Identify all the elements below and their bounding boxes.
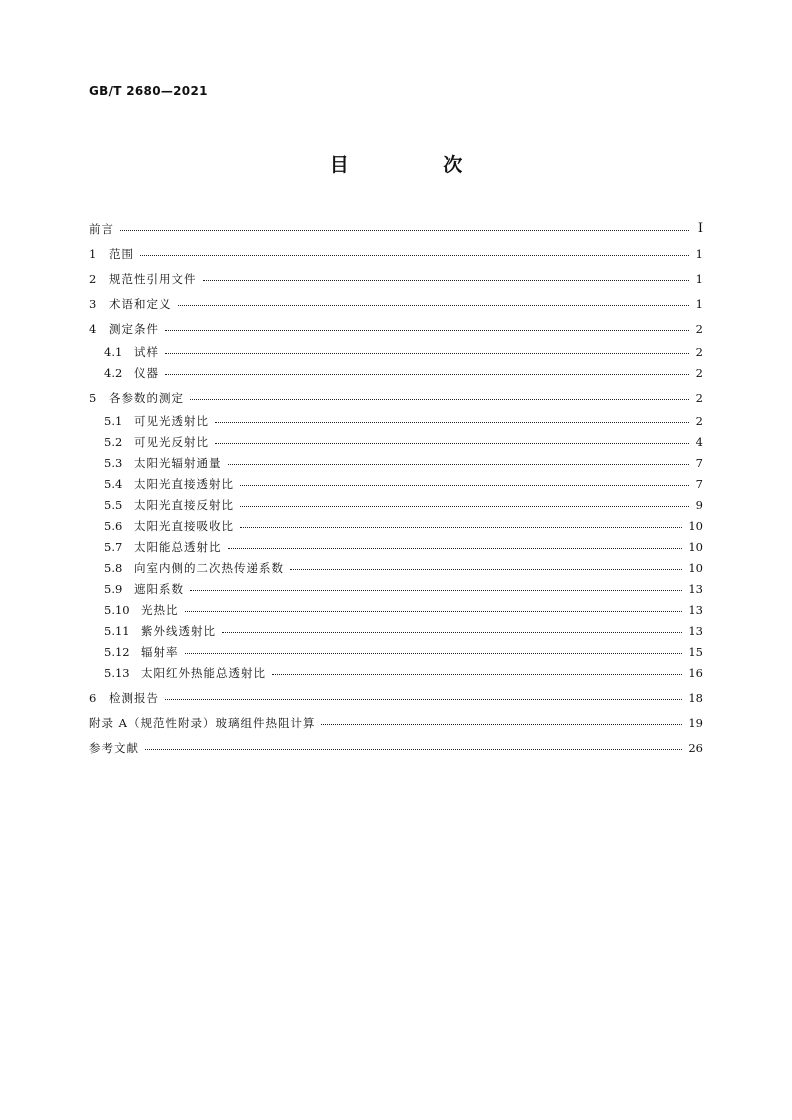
toc-page-number: 10 — [688, 518, 703, 533]
toc-leader-dots — [165, 329, 689, 331]
toc-leader-dots — [290, 568, 682, 570]
toc-entry-title: 规范性引用文件 — [109, 271, 197, 286]
toc-entry-number: 5.9 — [104, 581, 123, 596]
toc-entry-title: 紫外线透射比 — [141, 623, 216, 638]
toc-entry-5-5[interactable] — [89, 494, 703, 515]
toc-entry-5-8[interactable] — [89, 557, 703, 578]
toc-entry-title: 前言 — [89, 221, 114, 236]
toc-entry-title: 范围 — [109, 246, 134, 261]
toc-entry-number: 5 — [89, 390, 97, 405]
toc-entry-5-2[interactable] — [89, 431, 703, 452]
toc-leader-dots — [178, 304, 690, 306]
toc-entry-5-6[interactable] — [89, 515, 703, 536]
toc-entry-title: 附录 A（规范性附录）玻璃组件热阻计算 — [89, 715, 316, 730]
toc-entry-title: 光热比 — [141, 602, 179, 617]
toc-page-number: I — [697, 221, 703, 236]
toc-page-number: 4 — [695, 434, 703, 449]
toc-page-number: 1 — [695, 246, 703, 261]
toc-page-number: 2 — [695, 413, 703, 428]
toc-page-number: 2 — [695, 321, 703, 336]
toc-entry-number: 5.1 — [104, 413, 123, 428]
toc-page-number: 13 — [688, 602, 703, 617]
toc-entry-number: 5.5 — [104, 497, 123, 512]
toc-entry-references[interactable] — [89, 735, 703, 760]
table-of-contents — [89, 216, 703, 760]
toc-page-number: 1 — [695, 271, 703, 286]
toc-entry-title: 太阳光直接吸收比 — [134, 518, 234, 533]
toc-entry-number: 5.13 — [104, 665, 130, 680]
toc-leader-dots — [240, 526, 682, 528]
toc-entry-title: 太阳光辐射通量 — [134, 455, 222, 470]
toc-leader-dots — [190, 589, 682, 591]
toc-entry-number: 5.4 — [104, 476, 123, 491]
toc-entry-1[interactable] — [89, 241, 703, 266]
toc-page-number: 9 — [695, 497, 703, 512]
toc-entry-title: 试样 — [134, 344, 159, 359]
toc-entry-title: 太阳能总透射比 — [134, 539, 222, 554]
toc-leader-dots — [145, 748, 682, 750]
toc-entry-number: 4 — [89, 321, 97, 336]
toc-leader-dots — [165, 373, 689, 375]
toc-entry-6[interactable] — [89, 685, 703, 710]
toc-entry-5[interactable] — [89, 385, 703, 410]
toc-leader-dots — [203, 279, 690, 281]
toc-entry-number: 4.2 — [104, 365, 123, 380]
toc-page-number: 2 — [695, 344, 703, 359]
toc-entry-title: 遮阳系数 — [134, 581, 184, 596]
toc-page-number: 7 — [695, 476, 703, 491]
toc-entry-5-3[interactable] — [89, 452, 703, 473]
toc-entry-number: 1 — [89, 246, 97, 261]
toc-leader-dots — [120, 229, 689, 231]
toc-leader-dots — [215, 421, 689, 423]
toc-entry-5-11[interactable] — [89, 620, 703, 641]
toc-entry-title: 测定条件 — [109, 321, 159, 336]
page-title: 目 次 — [329, 154, 507, 176]
toc-page-number: 26 — [688, 740, 703, 755]
toc-entry-number: 5.10 — [104, 602, 130, 617]
toc-entry-title: 太阳光直接透射比 — [134, 476, 234, 491]
toc-page-number: 2 — [695, 390, 703, 405]
toc-leader-dots — [190, 398, 689, 400]
toc-entry-number: 2 — [89, 271, 97, 286]
toc-leader-dots — [215, 442, 689, 444]
toc-entry-5-10[interactable] — [89, 599, 703, 620]
toc-page-number: 2 — [695, 365, 703, 380]
toc-leader-dots — [240, 484, 689, 486]
toc-entry-3[interactable] — [89, 291, 703, 316]
toc-entry-title: 太阳光直接反射比 — [134, 497, 234, 512]
toc-page-number: 16 — [688, 665, 703, 680]
toc-entry-title: 仪器 — [134, 365, 159, 380]
toc-page-number: 1 — [695, 296, 703, 311]
toc-page-number: 15 — [688, 644, 703, 659]
toc-leader-dots — [185, 610, 683, 612]
toc-entry-title: 可见光反射比 — [134, 434, 209, 449]
toc-entry-title: 太阳红外热能总透射比 — [141, 665, 266, 680]
toc-page-number: 18 — [688, 690, 703, 705]
toc-entry-4[interactable] — [89, 316, 703, 341]
toc-entry-5-7[interactable] — [89, 536, 703, 557]
toc-page-number: 10 — [688, 560, 703, 575]
toc-entry-title: 辐射率 — [141, 644, 179, 659]
toc-leader-dots — [165, 698, 682, 700]
toc-entry-number: 5.2 — [104, 434, 123, 449]
toc-entry-number: 3 — [89, 296, 97, 311]
toc-entry-appendix-a[interactable] — [89, 710, 703, 735]
toc-entry-number: 6 — [89, 690, 97, 705]
toc-leader-dots — [165, 352, 689, 354]
toc-leader-dots — [228, 547, 683, 549]
toc-entry-number: 5.8 — [104, 560, 123, 575]
toc-entry-5-1[interactable] — [89, 410, 703, 431]
toc-entry-number: 5.3 — [104, 455, 123, 470]
toc-entry-foreword[interactable] — [89, 216, 703, 241]
toc-entry-title: 可见光透射比 — [134, 413, 209, 428]
toc-entry-title: 各参数的测定 — [109, 390, 184, 405]
toc-entry-2[interactable] — [89, 266, 703, 291]
toc-entry-5-12[interactable] — [89, 641, 703, 662]
toc-leader-dots — [272, 673, 682, 675]
toc-entry-title: 向室内侧的二次热传递系数 — [134, 560, 284, 575]
toc-page-number: 19 — [688, 715, 703, 730]
toc-entry-4-2[interactable] — [89, 362, 703, 383]
toc-entry-title: 检测报告 — [109, 690, 159, 705]
toc-entry-5-9[interactable] — [89, 578, 703, 599]
toc-leader-dots — [321, 723, 682, 725]
toc-entry-title: 术语和定义 — [109, 296, 172, 311]
toc-leader-dots — [240, 505, 689, 507]
toc-leader-dots — [140, 254, 689, 256]
toc-leader-dots — [185, 652, 683, 654]
toc-page-number: 10 — [688, 539, 703, 554]
toc-leader-dots — [228, 463, 690, 465]
toc-leader-dots — [222, 631, 682, 633]
toc-entry-5-4[interactable] — [89, 473, 703, 494]
toc-entry-number: 4.1 — [104, 344, 123, 359]
toc-entry-title: 参考文献 — [89, 740, 139, 755]
toc-entry-4-1[interactable] — [89, 341, 703, 362]
toc-entry-number: 5.12 — [104, 644, 130, 659]
toc-entry-number: 5.11 — [104, 623, 130, 638]
toc-page-number: 13 — [688, 623, 703, 638]
toc-entry-number: 5.7 — [104, 539, 123, 554]
toc-entry-5-13[interactable] — [89, 662, 703, 683]
toc-entry-number: 5.6 — [104, 518, 123, 533]
toc-page-number: 13 — [688, 581, 703, 596]
standard-code: GB/T 2680—2021 — [89, 84, 208, 98]
toc-page-number: 7 — [695, 455, 703, 470]
